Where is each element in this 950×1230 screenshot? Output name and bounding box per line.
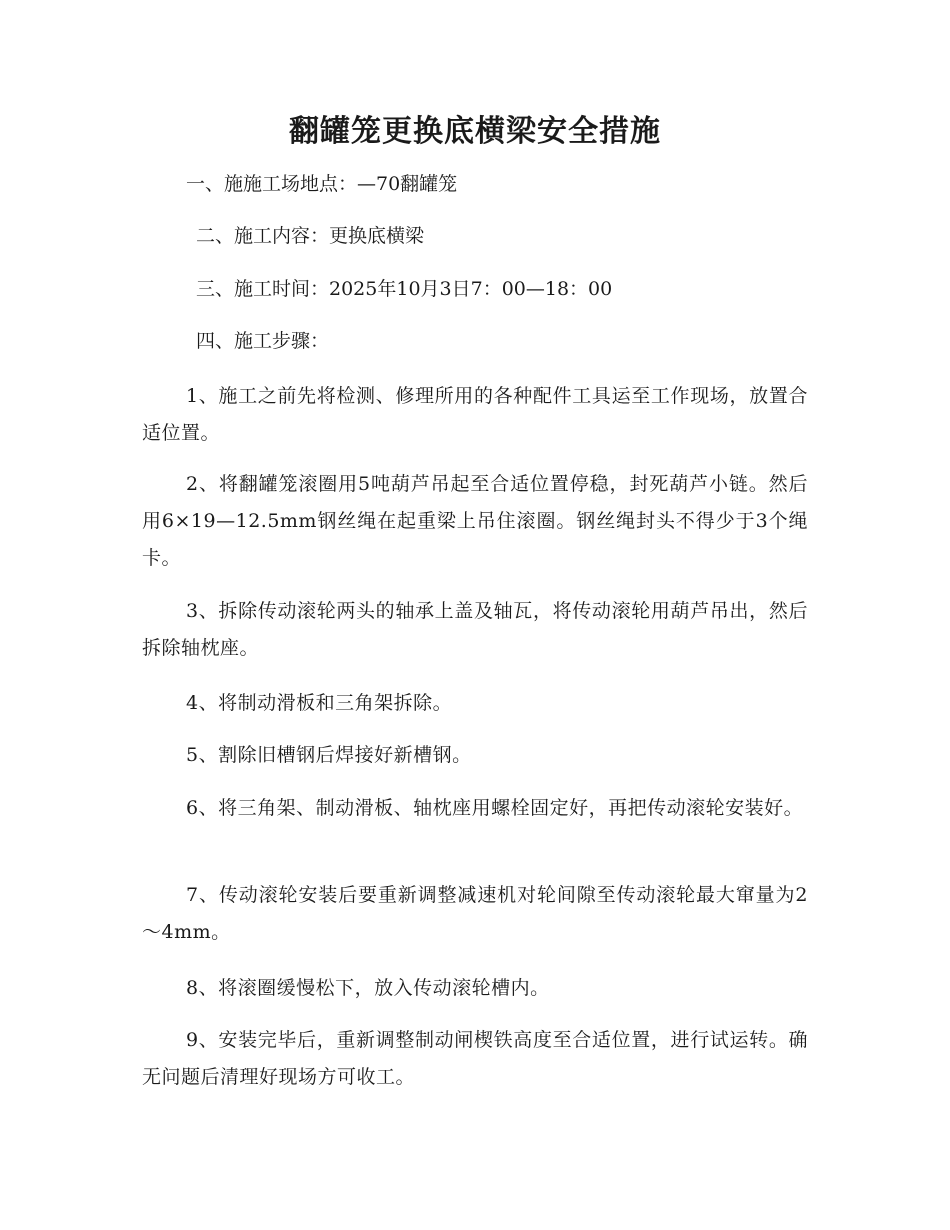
- step-4: 4、将制动滑板和三角架拆除。: [186, 692, 453, 714]
- info-time: 三、施工时间：2025年10月3日7：00—18：00: [196, 278, 613, 300]
- step-8: 8、将滚圈缓慢松下，放入传动滚轮槽内。: [186, 977, 550, 999]
- document-title: 翻罐笼更换底横梁安全措施: [289, 114, 661, 149]
- step-3: 3、拆除传动滚轮两头的轴承上盖及轴瓦，将传动滚轮用葫芦吊出，然后拆除轴枕座。: [142, 600, 808, 659]
- step-2: 2、将翻罐笼滚圈用5吨葫芦吊起至合适位置停稳，封死葫芦小链。然后用6×19—12.5mm钢丝绳在起重梁上吊住滚圈。钢丝绳封头不得少于3个绳卡。: [142, 473, 808, 569]
- step-9: 9、安装完毕后，重新调整制动闸楔铁高度至合适位置，进行试运转。确无问题后清理好现场方可收工。: [142, 1029, 808, 1088]
- info-steps-heading: 四、施工步骤：: [196, 330, 330, 352]
- step-6: 6、将三角架、制动滑板、轴枕座用螺栓固定好，再把传动滚轮安装好。: [186, 797, 804, 819]
- step-1: 1、施工之前先将检测、修理所用的各种配件工具运至工作现场，放置合适位置。: [142, 385, 808, 444]
- info-location: 一、施施工场地点：—70翻罐笼: [186, 173, 458, 195]
- step-7: 7、传动滚轮安装后要重新调整减速机对轮间隙至传动滚轮最大窜量为2～4mm。: [142, 884, 808, 943]
- step-5: 5、割除旧槽钢后焊接好新槽钢。: [186, 744, 472, 766]
- info-content: 二、施工内容：更换底横梁: [196, 225, 425, 247]
